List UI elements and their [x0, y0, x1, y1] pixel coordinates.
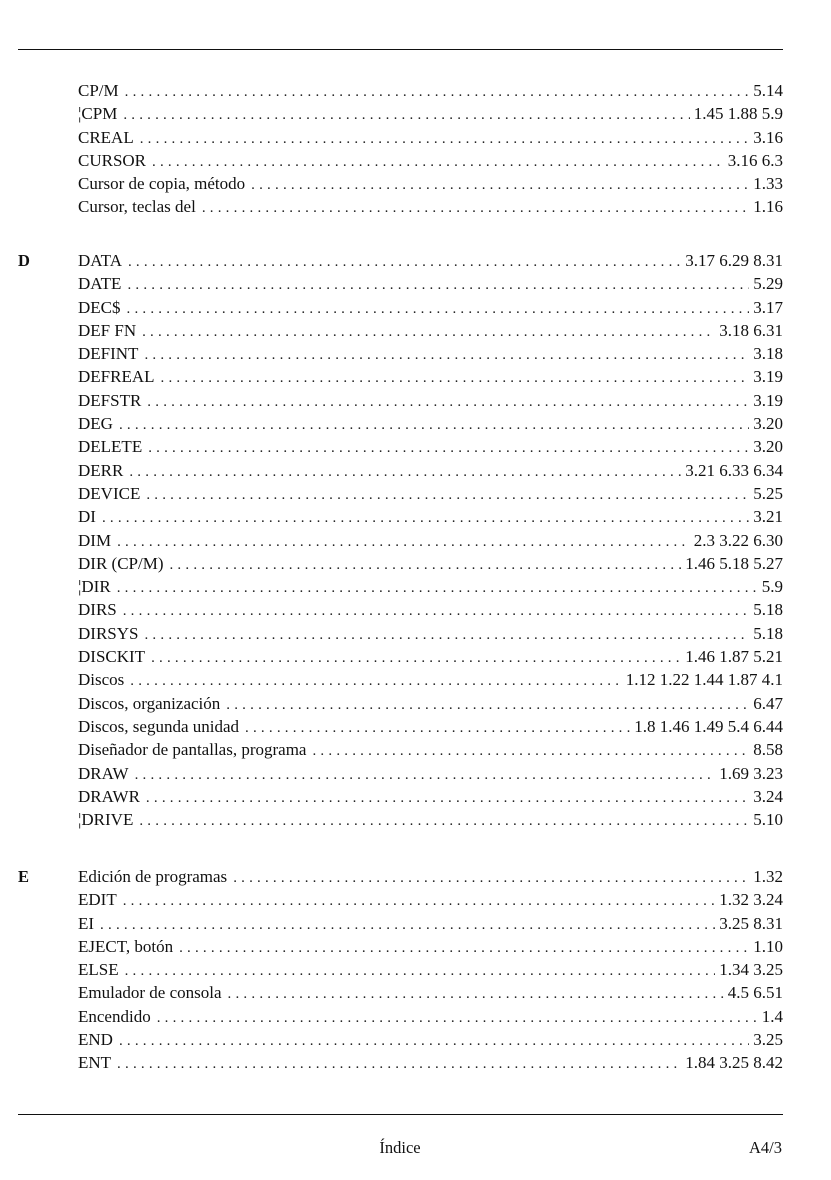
index-entry [78, 912, 783, 935]
dot-leader [123, 104, 689, 125]
entry-pages: 3.24 [753, 786, 783, 806]
index-entry [78, 296, 783, 319]
dot-leader [140, 128, 750, 149]
entry-pages: 3.19 [753, 367, 783, 387]
entry-term: DEVICE [78, 483, 141, 503]
entry-pages: 1.46 5.18 5.27 [685, 553, 783, 573]
index-entry [78, 888, 783, 911]
index-entry [78, 389, 783, 412]
entry-term: Discos, segunda unidad [78, 716, 240, 736]
dot-leader [119, 1030, 749, 1051]
entry-pages: 3.25 8.31 [719, 913, 783, 933]
entry-pages: 5.25 [753, 483, 783, 503]
index-entry [78, 598, 783, 621]
index-entry [78, 319, 783, 342]
section-letter: D [18, 251, 30, 270]
dot-leader [157, 1007, 758, 1028]
dot-leader [147, 391, 749, 412]
dot-leader [312, 740, 749, 761]
index-entry [78, 715, 783, 738]
index-entry [78, 482, 783, 505]
dot-leader [123, 890, 716, 911]
entry-pages: 1.4 [761, 1006, 783, 1026]
entry-term: DEFREAL [78, 367, 155, 387]
index-entry [78, 365, 783, 388]
dot-leader [245, 717, 630, 738]
index-entry [78, 529, 783, 552]
page-number: A4/3 [749, 1138, 782, 1157]
entry-term: DEG [78, 414, 113, 434]
dot-leader [130, 670, 621, 691]
dot-leader [146, 787, 749, 808]
dot-leader [125, 81, 750, 102]
dot-leader [202, 197, 749, 218]
dot-leader [119, 414, 749, 435]
entry-pages: 1.34 3.25 [719, 960, 783, 980]
entry-term: DERR [78, 460, 124, 480]
entry-pages: 3.21 6.33 6.34 [685, 460, 783, 480]
index-entry [78, 645, 783, 668]
dot-leader [127, 298, 750, 319]
entry-term: DIRS [78, 600, 117, 620]
entry-pages: 1.69 3.23 [719, 763, 783, 783]
entry-pages: 1.32 [753, 867, 783, 886]
entry-pages: 3.19 [753, 390, 783, 410]
entry-pages: 5.18 [753, 623, 783, 643]
entry-term: EJECT, botón [78, 936, 174, 956]
entry-pages: 3.20 [753, 437, 783, 457]
dot-leader [144, 624, 749, 645]
entry-term: DIR (CP/M) [78, 553, 164, 573]
dot-leader [128, 251, 681, 272]
dot-leader [123, 600, 750, 621]
entry-pages: 3.17 [753, 297, 783, 317]
entry-pages: 1.10 [753, 936, 783, 956]
dot-leader [117, 577, 758, 598]
entry-term: CP/M [78, 81, 119, 100]
entry-pages: 3.18 [753, 344, 783, 364]
entry-term: DATA [78, 251, 122, 270]
index-entry [78, 552, 783, 575]
dot-leader [117, 531, 690, 552]
entry-term: Diseñador de pantallas, programa [78, 740, 307, 760]
index-entries [78, 249, 783, 831]
entry-pages: 5.14 [753, 81, 783, 100]
dot-leader [144, 344, 749, 365]
index-entry [78, 102, 783, 125]
dot-leader [139, 810, 749, 831]
entry-pages: 1.45 1.88 5.9 [693, 104, 783, 124]
dot-leader [228, 983, 724, 1004]
dot-leader [142, 321, 715, 342]
entry-pages: 3.25 [753, 1030, 783, 1050]
index-entry [78, 622, 783, 645]
dot-leader [152, 151, 724, 172]
entry-pages: 3.16 6.3 [727, 150, 783, 170]
entry-pages: 5.10 [753, 810, 783, 830]
entry-term: DATE [78, 274, 122, 294]
index-entry [78, 692, 783, 715]
index-entry [78, 272, 783, 295]
dot-leader [169, 554, 681, 575]
dot-leader [233, 867, 749, 888]
entry-pages: 5.29 [753, 274, 783, 294]
entry-term: ¦DIR [78, 577, 111, 597]
entry-term: EDIT [78, 890, 117, 910]
dot-leader [127, 274, 749, 295]
entry-pages: 3.16 [753, 127, 783, 147]
index-entry [78, 981, 783, 1004]
index-entry [78, 808, 783, 831]
entry-pages: 5.18 [753, 600, 783, 620]
index-entry [78, 1005, 783, 1028]
entry-term: ¦DRIVE [78, 810, 134, 830]
dot-leader [151, 647, 681, 668]
index-entry [78, 738, 783, 761]
page-footer [0, 1138, 831, 1162]
bottom-rule [18, 1114, 783, 1115]
entry-term: Cursor, teclas del [78, 197, 196, 217]
entry-pages: 3.21 [753, 507, 783, 527]
entry-term: CREAL [78, 127, 134, 147]
index-entries [78, 79, 783, 219]
entry-term: DEF FN [78, 320, 137, 340]
entry-term: DRAW [78, 763, 129, 783]
index-entry [78, 1028, 783, 1051]
entry-term: Discos, organización [78, 693, 221, 713]
index-entry [78, 459, 783, 482]
index-entry [78, 249, 783, 272]
entry-term: Discos [78, 670, 125, 690]
index-entry [78, 412, 783, 435]
entry-pages: 5.9 [761, 577, 783, 597]
entry-term: DELETE [78, 437, 143, 457]
index-entry [78, 126, 783, 149]
entry-pages: 1.46 1.87 5.21 [685, 647, 783, 667]
entry-term: DIRSYS [78, 623, 139, 643]
dot-leader [129, 461, 681, 482]
entry-term: END [78, 1030, 113, 1050]
entry-pages: 8.58 [753, 740, 783, 760]
entry-pages: 6.47 [753, 693, 783, 713]
index-entry [78, 865, 783, 888]
entry-term: DEC$ [78, 297, 121, 317]
entry-term: DEFINT [78, 344, 139, 364]
entry-pages: 4.5 6.51 [727, 983, 783, 1003]
dot-leader [117, 1053, 681, 1074]
index-entry [78, 1051, 783, 1074]
index-entry [78, 935, 783, 958]
top-rule [18, 49, 783, 50]
entry-pages: 1.8 1.46 1.49 5.4 6.44 [634, 716, 783, 736]
entry-term: Edición de programas [78, 867, 228, 886]
index-entry [78, 172, 783, 195]
dot-leader [146, 484, 749, 505]
entry-pages: 3.18 6.31 [719, 320, 783, 340]
entry-term: DISCKIT [78, 647, 146, 667]
entry-term: CURSOR [78, 150, 147, 170]
index-entry [78, 342, 783, 365]
index-entry [78, 785, 783, 808]
index-entry [78, 762, 783, 785]
entry-pages: 1.12 1.22 1.44 1.87 4.1 [625, 670, 783, 690]
dot-leader [100, 914, 715, 935]
entry-pages: 1.16 [753, 197, 783, 217]
entry-term: DEFSTR [78, 390, 142, 410]
entry-pages: 1.32 3.24 [719, 890, 783, 910]
entry-term: Cursor de copia, método [78, 174, 246, 194]
entry-term: ENT [78, 1053, 112, 1073]
entry-pages: 3.20 [753, 414, 783, 434]
dot-leader [148, 437, 749, 458]
entry-term: Encendido [78, 1006, 151, 1026]
index-entry [78, 575, 783, 598]
entry-pages: 3.17 6.29 8.31 [685, 251, 783, 270]
entry-term: ¦CPM [78, 104, 118, 124]
section-letter: E [18, 867, 30, 886]
entry-pages: 2.3 3.22 6.30 [693, 530, 783, 550]
entry-term: DIM [78, 530, 112, 550]
index-entry [78, 505, 783, 528]
entry-term: EI [78, 913, 95, 933]
index-entry [78, 668, 783, 691]
dot-leader [125, 960, 716, 981]
entry-term: Emulador de consola [78, 983, 222, 1003]
dot-leader [251, 174, 749, 195]
entry-pages: 1.84 3.25 8.42 [685, 1053, 783, 1073]
dot-leader [226, 694, 749, 715]
index-entry [78, 435, 783, 458]
index-entry [78, 79, 783, 102]
entry-term: DI [78, 507, 96, 527]
entry-term: DRAWR [78, 786, 140, 806]
footer-title: Índice [379, 1138, 421, 1157]
dot-leader [179, 937, 749, 958]
dot-leader [161, 367, 750, 388]
entry-term: ELSE [78, 960, 119, 980]
index-entry [78, 195, 783, 218]
dot-leader [135, 764, 716, 785]
index-entries [78, 865, 783, 1075]
index-entry [78, 958, 783, 981]
entry-pages: 1.33 [753, 174, 783, 194]
index-entry [78, 149, 783, 172]
dot-leader [102, 507, 749, 528]
